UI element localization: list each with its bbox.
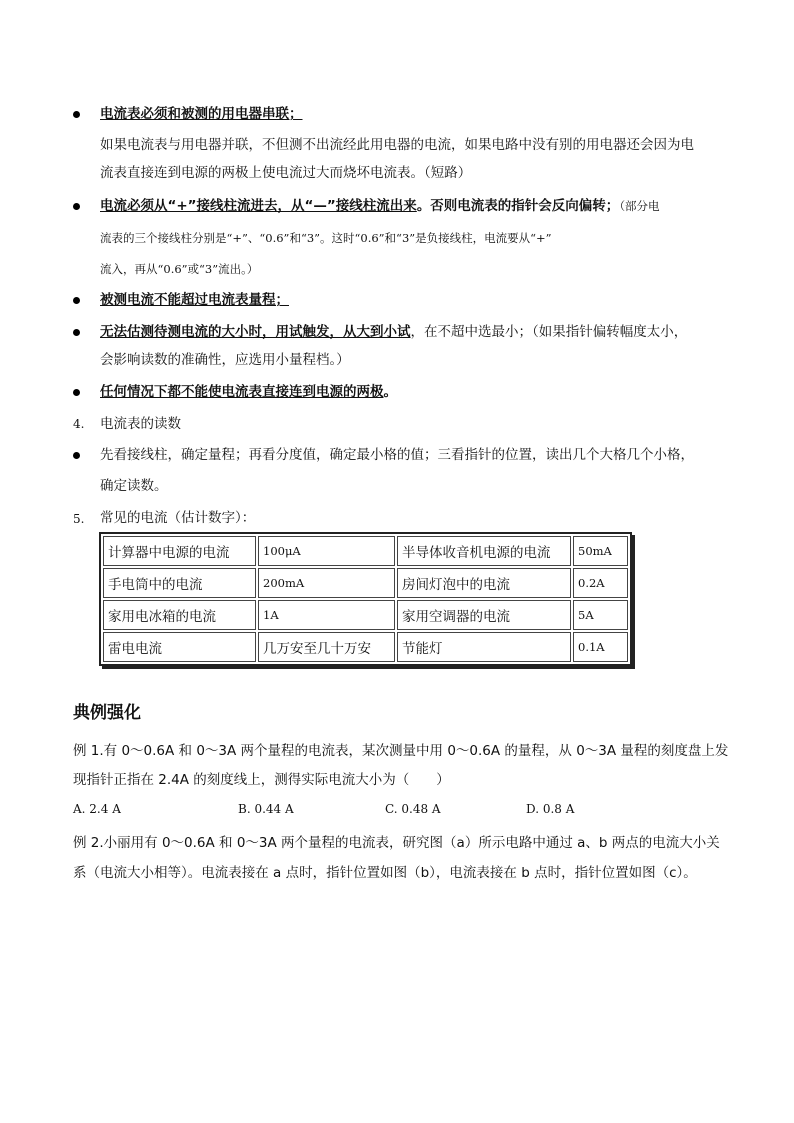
table-cell: 雷电电流 [103,632,256,662]
section-5-number: 5. [73,512,85,526]
table-cell: 50mA [573,536,628,566]
bullet-5-title: 任何情况下都不能使电流表直接连到电源的两极 [100,384,384,400]
bullet-4-note-start: （如果指针偏转幅度太小， [532,324,688,340]
section-4-body-line-2: 确定读数。 [100,478,168,494]
table-cell: 房间灯泡中的电流 [397,568,571,598]
bullet-2-line-1 [100,196,660,216]
bullet-dot [73,452,80,459]
bullet-5-tail: 。 [383,384,397,400]
bullet-1-body-line-1: 如果电流表与用电器并联，不但测不出流经此用电器的电流，如果电路中没有别的用电器还会因为电 [100,137,694,153]
example-1-line-2: 现指针正指在 2.4A 的刻度线上，测得实际电流大小为（ ） [73,772,450,788]
bullet-2-note-line-3: 流入，再从“0.6”或“3”流出。） [100,262,259,276]
example-1-line-1: 例 1.有 0～0.6A 和 0～3A 两个量程的电流表，某次测量中用 0～0.6A 的量程，从 0～3A 量程的刻度盘上发 [73,743,729,759]
table-row [103,568,628,598]
bullet-2-note-line-2: 流表的三个接线柱分别是“+”、“0.6”和“3”。这时“0.6”和“3”是负接线柱，电流要从“+” [100,231,552,245]
bullet-1-title: 电流表必须和被测的用电器串联； [100,106,303,122]
table-cell: 家用电冰箱的电流 [103,600,256,630]
bullet-dot [73,389,80,396]
table-row [103,536,628,566]
option-b: B. 0.44 A [238,802,294,816]
table-cell: 节能灯 [397,632,571,662]
table-cell: 半导体收音机电源的电流 [397,536,571,566]
table-cell: 手电筒中的电流 [103,568,256,598]
bullet-5-line [100,382,397,402]
bullet-2-note-start: （部分电 [619,199,660,213]
table-cell: 0.1A [573,632,628,662]
table-row [103,632,628,662]
table-cell: 几万安至几十万安 [258,632,395,662]
section-4-title: 电流表的读数 [100,416,181,432]
table-cell: 1A [258,600,395,630]
bullet-dot [73,297,80,304]
bullet-dot [73,329,80,336]
option-a: A. 2.4 A [73,802,121,816]
bullet-1-body-line-2: 流表直接连到电源的两极上使电流过大而烧坏电流表。（短路） [100,165,472,181]
table-cell: 200mA [258,568,395,598]
bullet-dot [73,203,80,210]
table-cell: 5A [573,600,628,630]
bullet-dot [73,111,80,118]
bullet-3-title: 被测电流不能超过电流表量程； [100,292,289,308]
bullet-4-note-line-2: 会影响读数的准确性，应选用小量程档。） [100,352,350,368]
section-4-number: 4. [73,417,85,431]
table-cell: 100μA [258,536,395,566]
section-5-title: 常见的电流（估计数字）： [100,510,256,526]
bullet-4-line-1 [100,322,687,342]
table-cell: 家用空调器的电流 [397,600,571,630]
bullet-4-mid: ，在不超中选最小； [410,324,532,340]
table-cell: 计算器中电源的电流 [103,536,256,566]
bullet-2-title: 电流必须从“+”接线柱流进去，从“—”接线柱流出来 [100,198,417,214]
bullet-2-tail: 。否则电流表的指针会反向偏转； [416,198,620,214]
option-c: C. 0.48 A [385,802,441,816]
current-values-table [99,532,632,666]
bullet-4-title: 无法估测待测电流的大小时，用试触发，从大到小试 [100,324,411,340]
section-4-body-line-1: 先看接线柱，确定量程；再看分度值，确定最小格的值；三看指针的位置，读出几个大格几个小格， [100,447,694,463]
table-cell: 0.2A [573,568,628,598]
table-row [103,600,628,630]
example-2-line-2: 系（电流大小相等）。电流表接在 a 点时，指针位置如图（b），电流表接在 b 点时，指针位置如图（c）。 [73,865,697,881]
section-heading: 典例强化 [73,703,141,723]
option-d: D. 0.8 A [526,802,575,816]
example-2-line-1: 例 2.小丽用有 0～0.6A 和 0～3A 两个量程的电流表，研究图（a）所示电路中通过 a、b 两点的电流大小关 [73,835,720,851]
